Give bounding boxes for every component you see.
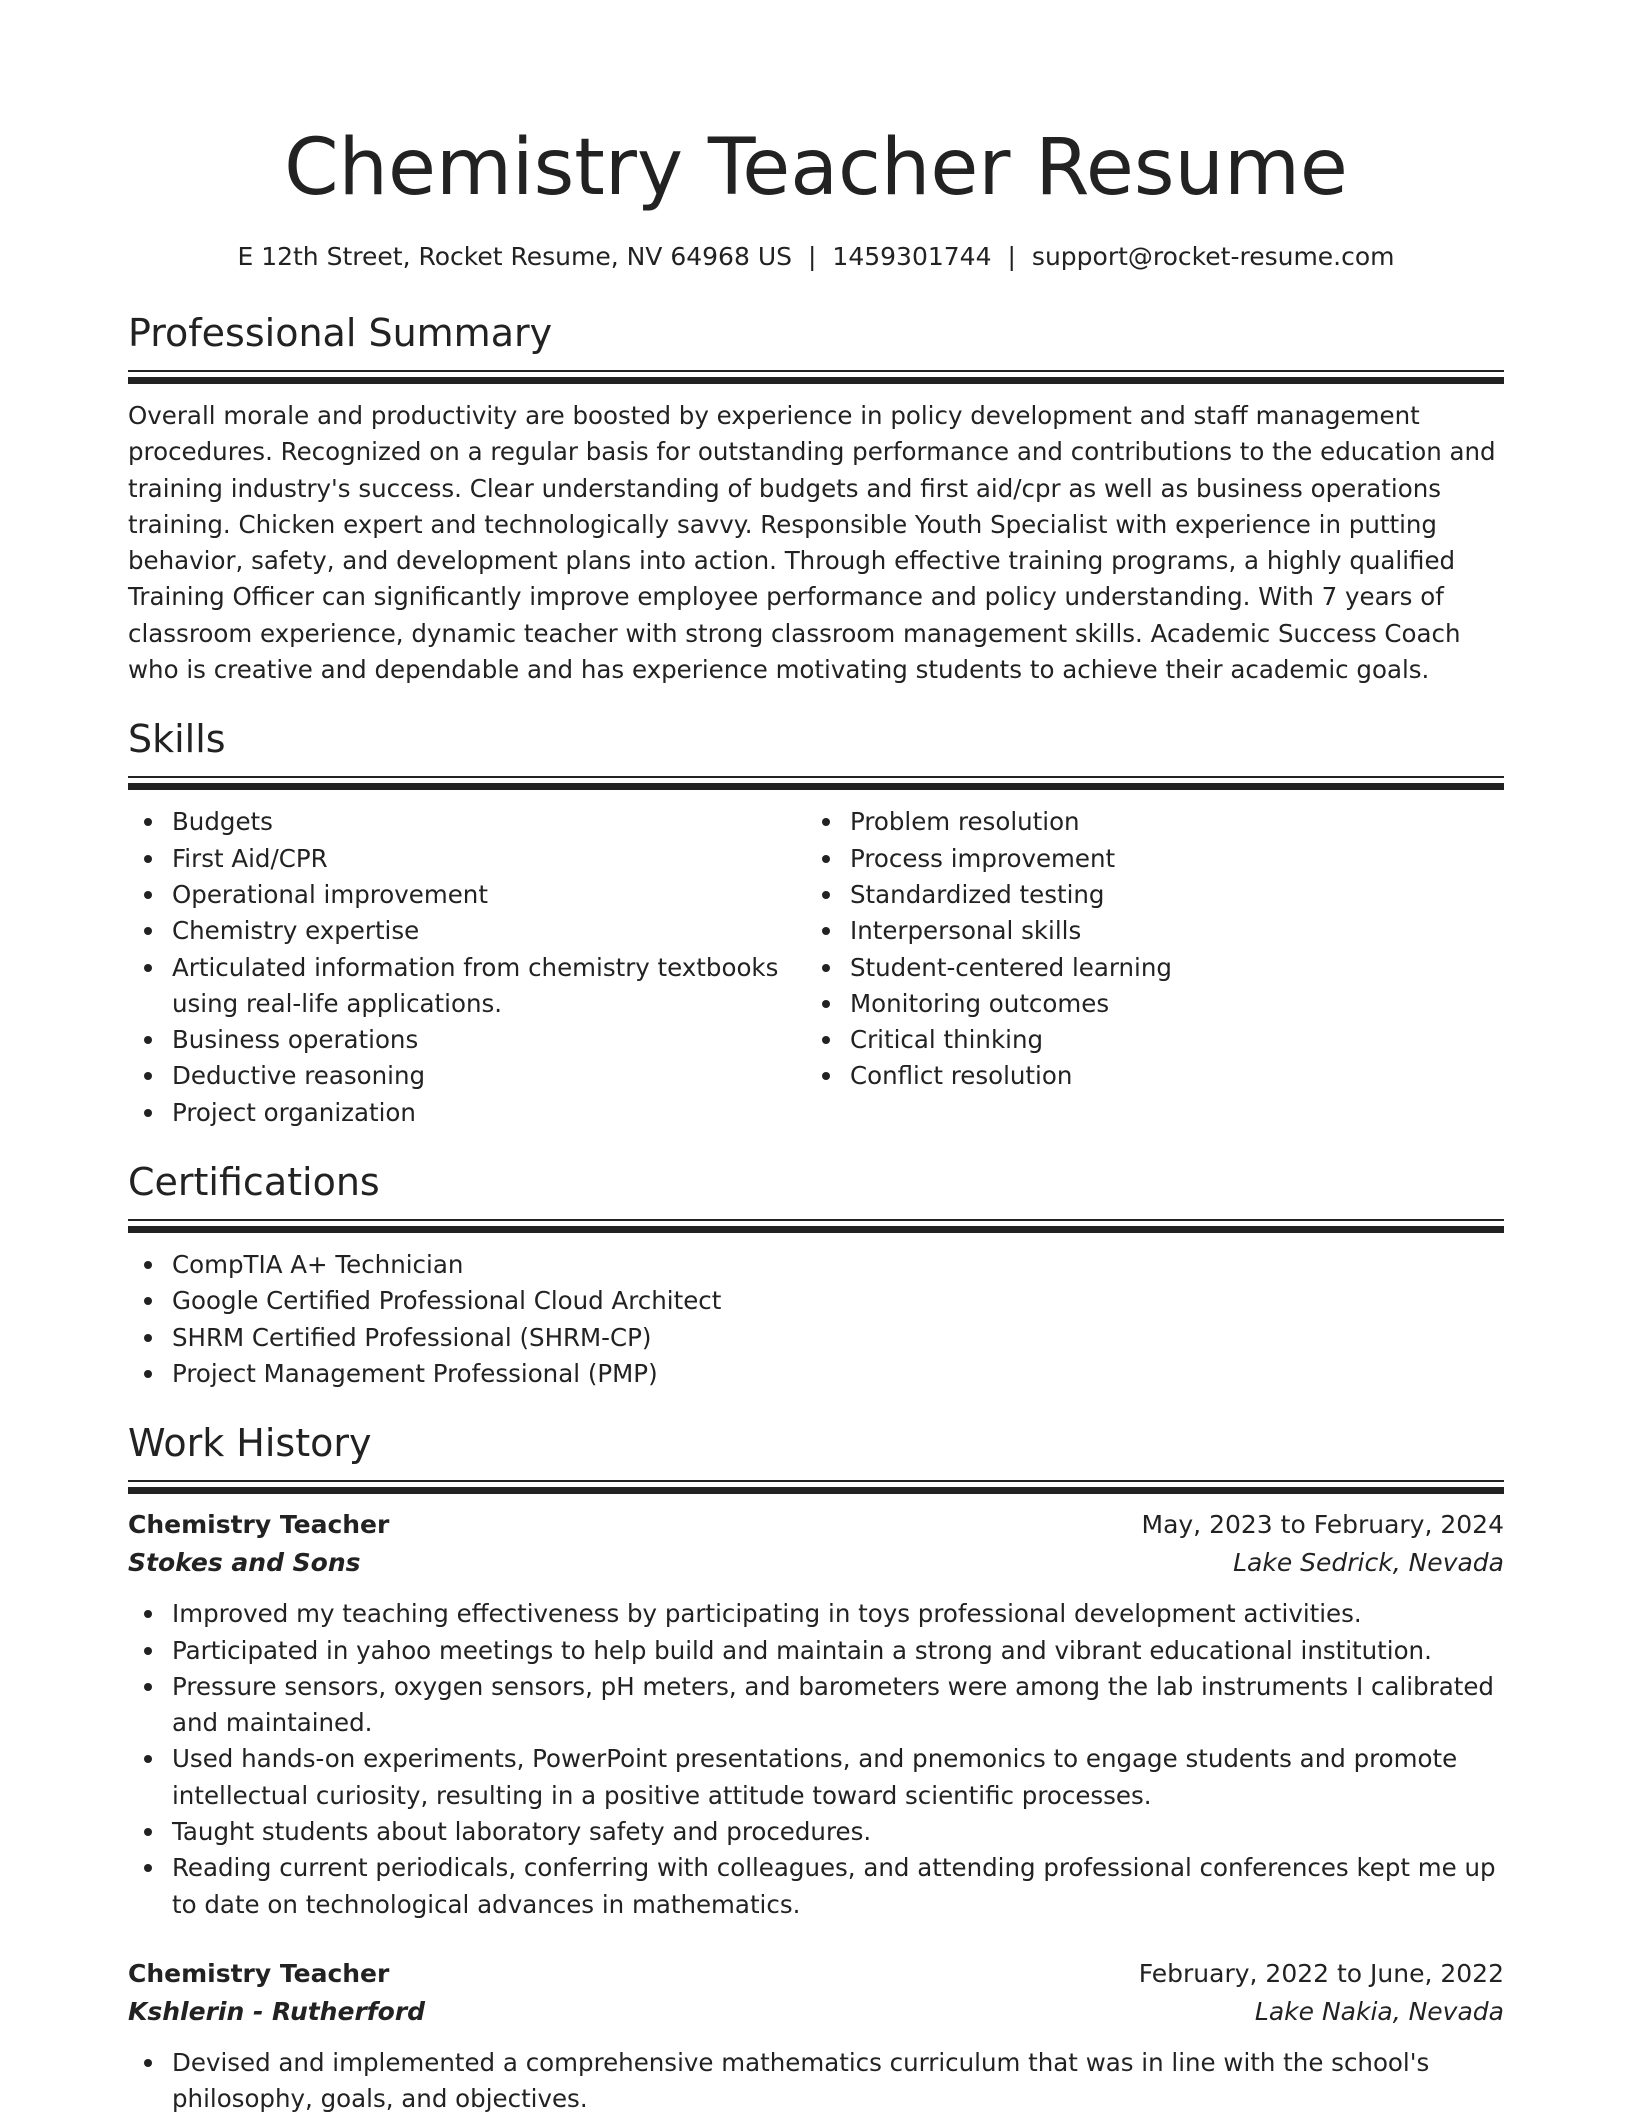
resume-page [128,0,1504,2118]
job-subheader [128,1544,1504,1582]
skill-item: Project organization [128,1095,806,1131]
skills-section [128,714,1504,1131]
skill-item: Student-centered learning [806,950,1504,986]
job-company: Stokes and Sons [128,1548,361,1578]
job-location: Lake Nakia, Nevada [1254,1996,1504,2026]
job-duty-item: Pressure sensors, oxygen sensors, pH meters, and barometers were among the lab instruments I calibrated and maintained. [128,1669,1504,1742]
job-dates: May, 2023 to February, 2024 [1141,1510,1504,1540]
skill-item: Business operations [128,1022,806,1058]
job-duty-item: Taught students about laboratory safety and procedures. [128,1814,1504,1850]
certifications-list [128,1247,1504,1392]
contact-phone: 1459301744 [832,242,992,271]
section-divider [128,1219,1504,1233]
summary-section [128,308,1504,688]
section-heading-skills: Skills [128,717,226,762]
job-duty-item: Used hands-on experiments, PowerPoint presentations, and pnemonics to engage students and promote intellectual curiosity, resulting in a positive attitude toward scientific processes. [128,1741,1504,1814]
skill-item: Process improvement [806,841,1504,877]
skill-item: Budgets [128,804,806,840]
skills-list-left [128,804,806,1131]
job-entry [128,1955,1504,2118]
skill-item: Interpersonal skills [806,913,1504,949]
job-duty-item: Devised and implemented a comprehensive mathematics curriculum that was in line with the school's philosophy, goals, and objectives. [128,2045,1504,2118]
skill-item: Problem resolution [806,804,1504,840]
section-divider [128,1480,1504,1494]
job-dates: February, 2022 to June, 2022 [1138,1958,1504,1988]
job-header [128,1955,1504,1993]
summary-text: Overall morale and productivity are boosted by experience in policy development and staff management procedures. Recognized on a regular basis for outstanding performance and contributions to the education and training industry's success. Clear understanding of budgets and first aid/cpr as well as business operations training. Chicken expert and technologically savvy. Responsible Youth Specialist with experience in putting behavior, safety, and development plans into action. Through effective training programs, a highly qualified Training Officer can significantly improve employee performance and policy understanding. With 7 years of classroom experience, dynamic teacher with strong classroom management skills. Academic Success Coach who is creative and dependable and has experience motivating students to achieve their academic goals. [128,401,1496,685]
skill-item: Operational improvement [128,877,806,913]
job-company: Kshlerin - Rutherford [128,1996,426,2026]
job-header [128,1506,1504,1544]
contact-separator: | [807,242,817,271]
section-heading-certifications: Certifications [128,1160,380,1205]
contact-email: support@rocket-resume.com [1031,242,1395,271]
job-duty-item: Improved my teaching effectiveness by participating in toys professional development activities. [128,1596,1504,1632]
skill-item: Critical thinking [806,1022,1504,1058]
contact-address: E 12th Street, Rocket Resume, NV 64968 US [237,242,792,271]
contact-separator: | [1007,242,1016,271]
skill-item: Conflict resolution [806,1058,1504,1094]
skill-item: First Aid/CPR [128,841,806,877]
certification-item: Google Certified Professional Cloud Architect [128,1283,1504,1319]
job-duties-list [128,2045,1504,2118]
skill-item: Standardized testing [806,877,1504,913]
certification-item: CompTIA A+ Technician [128,1247,1504,1283]
skill-item: Monitoring outcomes [806,986,1504,1022]
job-location: Lake Sedrick, Nevada [1233,1548,1504,1578]
section-divider [128,370,1504,384]
section-heading-work-history: Work History [128,1421,372,1466]
contact-line [128,240,1504,274]
job-subheader [128,1993,1504,2031]
skill-item: Deductive reasoning [128,1058,806,1094]
certifications-section [128,1157,1504,1392]
certification-item: Project Management Professional (PMP) [128,1356,1504,1392]
resume-title: Chemistry Teacher Resume [284,123,1348,213]
skills-list-right [806,804,1504,1131]
skills-grid [128,804,1504,1131]
work-history-section [128,1418,1504,2117]
skill-item: Articulated information from chemistry textbooks using real-life applications. [128,950,806,1023]
job-duties-list [128,1596,1504,1923]
job-title: Chemistry Teacher [128,1510,390,1540]
job-entry [128,1506,1504,1923]
skill-item: Chemistry expertise [128,913,806,949]
section-divider [128,776,1504,790]
job-title: Chemistry Teacher [128,1958,390,1988]
job-duty-item: Reading current periodicals, conferring with colleagues, and attending professional conferences kept me up to date on technological advances in mathematics. [128,1850,1504,1923]
section-heading-summary: Professional Summary [128,311,553,355]
certification-item: SHRM Certified Professional (SHRM-CP) [128,1320,1504,1356]
job-duty-item: Participated in yahoo meetings to help build and maintain a strong and vibrant educational institution. [128,1633,1504,1669]
